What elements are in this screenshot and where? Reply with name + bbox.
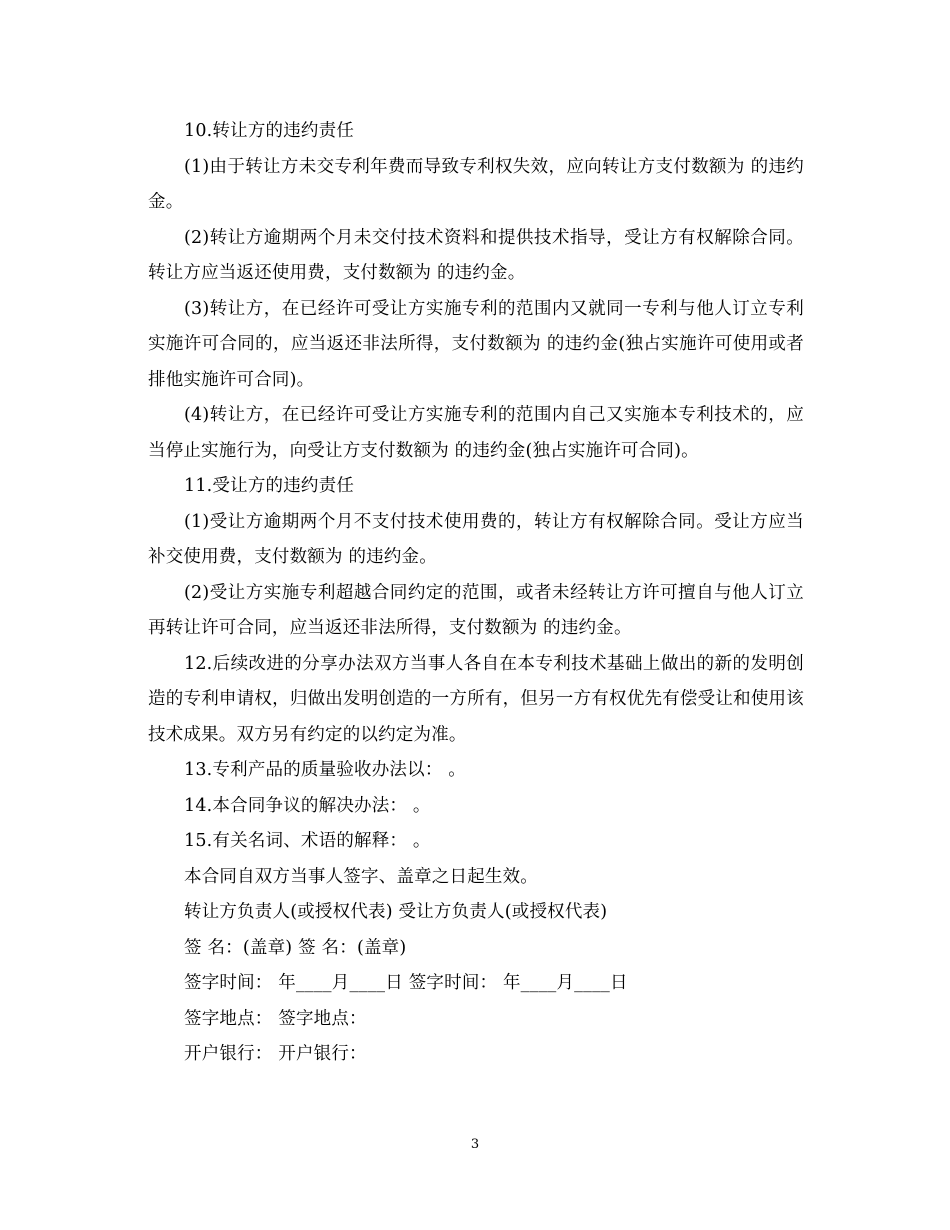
signatory-representatives: 转让方负责人(或授权代表) 受让方负责人(或授权代表)	[184, 902, 608, 922]
bank-line: 开户银行： 开户银行：	[184, 1044, 367, 1064]
page-number: 3	[470, 1137, 480, 1152]
section-heading-11: 11.受让方的违约责任	[184, 476, 355, 496]
paragraph-10-3: (3)转让方，在已经许可受让方实施专利的范围内又就同一专利与他人订立专利实施许可合同的，应当返还非法所得，支付数额为 的违约金(独占实施许可使用或者排他实施许可合同)。	[148, 298, 804, 390]
section-15: 15.有关名词、术语的解释： 。	[184, 831, 431, 851]
section-12: 12.后续改进的分享办法双方当事人各自在本专利技术基础上做出的新的发明创造的专利申请权，归做出发明创造的一方所有，但另一方有权优先有偿受让和使用该技术成果。双方另有约定的以约定为准。	[148, 653, 804, 745]
signing-date-line: 签字时间： 年____月____日 签字时间： 年____月____日	[184, 973, 628, 993]
document-body	[148, 114, 804, 1073]
paragraph-10-1: (1)由于转让方未交专利年费而导致专利权失效，应向转让方支付数额为 的违约金。	[148, 156, 804, 212]
section-heading-10: 10.转让方的违约责任	[184, 121, 355, 141]
paragraph-10-2: (2)转让方逾期两个月未交付技术资料和提供技术指导，受让方有权解除合同。转让方应当返还使用费，支付数额为 的违约金。	[148, 227, 804, 283]
section-13: 13.专利产品的质量验收办法以： 。	[184, 760, 466, 780]
paragraph-10-4: (4)转让方，在已经许可受让方实施专利的范围内自己又实施本专利技术的，应当停止实施行为，向受让方支付数额为 的违约金(独占实施许可合同)。	[148, 405, 804, 461]
section-14: 14.本合同争议的解决办法： 。	[184, 795, 431, 816]
signing-place-line: 签字地点： 签字地点：	[184, 1008, 367, 1029]
signature-line: 签 名：(盖章) 签 名：(盖章)	[184, 937, 407, 958]
paragraph-11-2: (2)受让方实施专利超越合同约定的范围，或者未经转让方许可擅自与他人订立再转让许可合同，应当返还非法所得，支付数额为 的违约金。	[148, 582, 804, 638]
effective-clause: 本合同自双方当事人签字、盖章之日起生效。	[184, 866, 538, 887]
paragraph-11-1: (1)受让方逾期两个月不支付技术使用费的，转让方有权解除合同。受让方应当补交使用费，支付数额为 的违约金。	[148, 511, 804, 567]
